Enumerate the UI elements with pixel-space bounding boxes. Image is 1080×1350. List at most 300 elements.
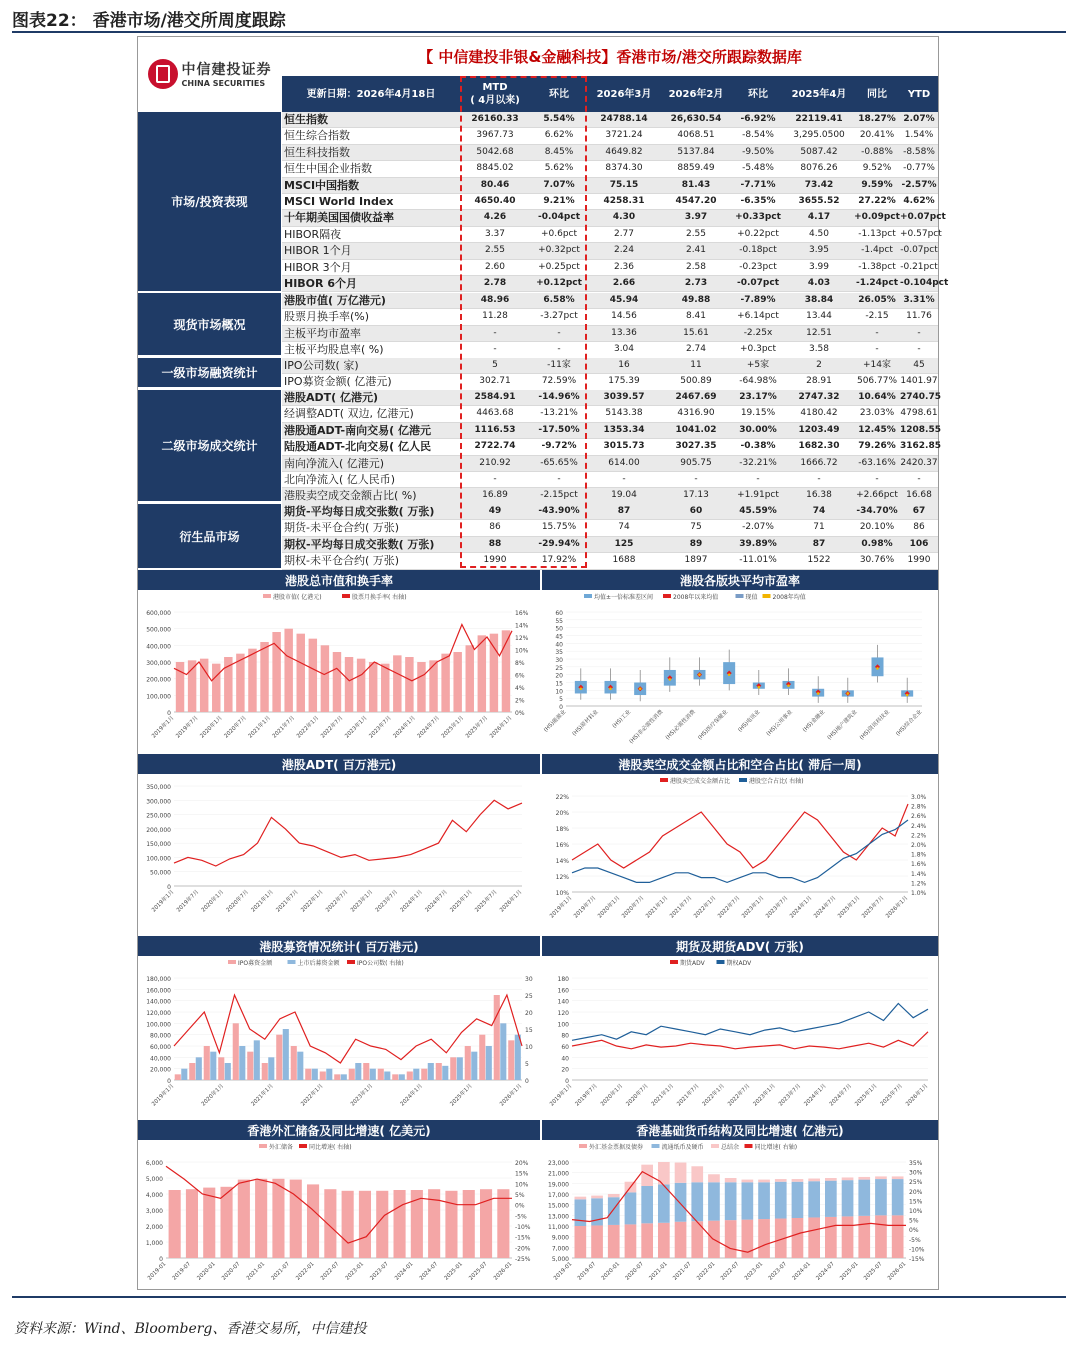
- cell-value: 5137.84: [677, 146, 715, 157]
- fx-reserve-bar: [463, 1190, 475, 1258]
- cell-value: -0.07pct: [900, 245, 938, 256]
- currency-bar: [825, 1181, 837, 1217]
- header-mtd-label: MTD: [482, 82, 508, 93]
- y-tick-label: 13,000: [548, 1213, 569, 1221]
- cell-value: 12.45%: [858, 424, 896, 435]
- x-tick-label: (HS)资讯科技业: [858, 709, 892, 742]
- x-tick-label: 2020年1月: [597, 895, 622, 920]
- y2-tick-label: 10%: [515, 647, 529, 655]
- ipo-bar: [233, 1023, 239, 1080]
- post-listing-bar: [355, 1063, 361, 1080]
- fund-bills-bar: [858, 1216, 870, 1258]
- post-listing-bar: [341, 1074, 347, 1080]
- cell-value: 2584.91: [474, 392, 516, 402]
- table-row: [282, 472, 938, 488]
- table-row: [282, 194, 938, 210]
- ipo-bar: [450, 1057, 456, 1080]
- currency-bar: [625, 1192, 637, 1224]
- cell-value: 106: [909, 538, 929, 549]
- y-tick-label: 25: [555, 664, 563, 672]
- x-tick-label: 2020-07: [624, 1261, 645, 1282]
- x-tick-label: 2019-07: [576, 1261, 598, 1282]
- cell-value: -64.98%: [739, 376, 777, 387]
- y-tick-label: 100,000: [146, 855, 171, 863]
- x-tick-label: 2026-01: [492, 1261, 514, 1282]
- y2-tick-label: 0%: [515, 1202, 525, 1210]
- cell-value: 30.76%: [859, 555, 895, 566]
- x-tick-label: (HS)综合企业: [895, 709, 924, 738]
- cell-value: 4.03: [807, 278, 831, 288]
- x-tick-label: 2023-07: [369, 1261, 390, 1282]
- y-tick-label: 200,000: [146, 826, 171, 834]
- header-update-date: 更新日期：2026年4月18日: [306, 88, 436, 100]
- y-tick-label: 9,000: [551, 1234, 569, 1242]
- x-tick-label: (HS)金融业: [801, 709, 827, 734]
- cell-value: 5: [492, 360, 498, 370]
- y-tick-label: 55: [555, 617, 563, 625]
- post-listing-bar: [515, 1035, 521, 1080]
- y-tick-label: 15,000: [548, 1202, 569, 1210]
- cell-value: 302.71: [479, 376, 511, 387]
- fx-reserve-bar: [186, 1189, 198, 1258]
- x-tick-label: 2022-07: [319, 1261, 341, 1282]
- table-row: [282, 276, 949, 292]
- x-tick-label: 2023年1月: [344, 715, 369, 740]
- cell-value: 89: [689, 538, 703, 549]
- table-row: [282, 504, 938, 520]
- y-tick-label: 4,000: [145, 1192, 163, 1199]
- chart-title-7: 香港外汇储备及同比增速( 亿美元): [138, 1120, 540, 1140]
- y2-tick-label: 16%: [515, 610, 529, 617]
- row-label: 主板平均股息率( %): [284, 343, 384, 357]
- x-tick-label: 2019年1月: [151, 1083, 176, 1108]
- y-tick-label: 5: [559, 696, 563, 704]
- x-tick-label: 2020-01: [600, 1261, 622, 1282]
- cell-value: -: [756, 474, 760, 484]
- cell-value: -6.35%: [740, 196, 776, 206]
- cell-value: +0.09pct: [854, 212, 900, 223]
- market-cap-bar: [309, 639, 317, 712]
- row-label: IPO募资金额( 亿港元): [284, 375, 392, 389]
- y2-tick-label: 1.2%: [911, 880, 927, 888]
- market-cap-bar: [236, 654, 244, 712]
- y-tick-label: 120,000: [146, 1010, 171, 1017]
- row-label: 陆股通ADT-北向交易( 亿人民: [284, 440, 431, 454]
- post-listing-bar: [486, 1046, 492, 1080]
- x-tick-label: 2024-07: [418, 1261, 440, 1282]
- x-tick-label: (HS)医疗保健业: [697, 709, 730, 742]
- x-tick-label: 2026-01: [886, 1261, 908, 1282]
- x-tick-label: 2023年1月: [752, 1083, 777, 1108]
- row-label: HIBOR 3个月: [284, 260, 352, 274]
- market-cap-bar: [212, 664, 220, 712]
- y2-tick-label: -15%: [515, 1234, 531, 1242]
- header-ytd: YTD: [907, 88, 931, 100]
- legend-label: 2008年以来均值: [673, 594, 719, 601]
- cell-value: 9.52%: [862, 163, 892, 174]
- fx-reserve-bar: [497, 1189, 509, 1258]
- cell-value: 9.59%: [861, 179, 893, 190]
- x-tick-label: 2026年1月: [489, 715, 514, 740]
- market-cap-bar: [200, 659, 208, 712]
- current-marker: [876, 667, 879, 670]
- x-tick-label: 2025-07: [468, 1261, 489, 1282]
- market-cap-bar: [381, 664, 389, 712]
- y-tick-label: 100,000: [146, 693, 171, 701]
- legend-swatch: [670, 960, 678, 964]
- fund-bills-bar: [725, 1220, 737, 1258]
- cell-value: 2.55: [484, 245, 506, 256]
- cell-value: 45.59%: [739, 506, 777, 516]
- post-listing-bar: [210, 1052, 216, 1080]
- legend-swatch: [579, 1144, 587, 1148]
- fund-bills-bar: [842, 1216, 854, 1258]
- y-tick-label: 0: [167, 710, 171, 717]
- cell-value: 5087.42: [800, 146, 838, 157]
- post-listing-bar: [471, 1052, 477, 1080]
- cell-value: -34.70%: [856, 506, 898, 516]
- header-yoy: 同比: [867, 88, 887, 100]
- row-label: 股票月换手率(%): [284, 310, 370, 324]
- x-tick-label: 2022年7月: [727, 1083, 752, 1108]
- ipo-bar: [247, 1052, 253, 1080]
- table-row: [282, 128, 938, 144]
- section-spot: 现货市场概况: [138, 293, 281, 355]
- x-tick-label: 2023-07: [767, 1261, 789, 1282]
- cell-value: 3655.52: [798, 196, 840, 206]
- legend-label: 现值: [745, 594, 758, 601]
- x-tick-label: 2024年1月: [399, 889, 424, 914]
- cell-value: 11.28: [482, 311, 508, 322]
- legend-label: 期权ADV: [726, 960, 752, 967]
- cell-value: -: [875, 344, 879, 355]
- x-tick-label: 2022年1月: [300, 1083, 325, 1108]
- row-label: 港股通ADT-南向交易( 亿港元: [284, 423, 431, 437]
- row-label: HIBOR 6个月: [284, 277, 357, 290]
- cell-value: 45: [913, 360, 925, 370]
- y-tick-label: 180: [557, 976, 569, 983]
- cell-value: 87: [812, 538, 826, 549]
- title-rule: [12, 31, 1066, 33]
- market-cap-bar: [466, 645, 474, 712]
- fx-reserve-bar: [445, 1191, 457, 1258]
- y2-tick-label: 0%: [515, 710, 525, 717]
- y2-tick-label: 3.0%: [911, 794, 927, 801]
- y-tick-label: 180,000: [146, 976, 171, 983]
- row-label: IPO公司数( 家): [284, 359, 359, 372]
- cell-value: -: [622, 474, 626, 484]
- ipo-bar: [465, 1046, 471, 1080]
- bottom-rule: [12, 1296, 1066, 1298]
- market-cap-bar: [284, 629, 292, 712]
- current-marker: [639, 687, 642, 690]
- legend-label: 外汇基金票据及债券: [589, 1144, 644, 1151]
- y2-tick-label: 2.4%: [911, 822, 927, 830]
- row-label: MSCI World Index: [284, 195, 394, 208]
- y2-tick-label: 10%: [909, 1208, 923, 1215]
- cell-value: +0.33pct: [735, 212, 781, 223]
- cell-value: 3.99: [808, 261, 830, 272]
- table-row: [282, 309, 938, 325]
- legend-swatch: [263, 594, 271, 598]
- cell-value: 22119.41: [795, 114, 843, 124]
- cell-value: 4463.68: [476, 408, 514, 419]
- cell-value: -13.21%: [540, 408, 578, 419]
- legend-label: 股票月换手率( 右轴): [352, 594, 407, 601]
- cell-value: -2.15pct: [540, 490, 578, 501]
- x-tick-label: 2026年1月: [499, 1083, 524, 1108]
- cell-value: 2.66: [612, 278, 636, 288]
- balance-bar: [575, 1197, 587, 1200]
- currency-bar: [742, 1182, 754, 1219]
- y-tick-label: 200,000: [146, 676, 171, 684]
- cell-value: 74: [812, 506, 826, 516]
- table-row: [282, 406, 938, 422]
- x-tick-label: 2024-01: [394, 1261, 415, 1282]
- x-tick-label: 2021年1月: [247, 715, 272, 740]
- y-tick-label: 150,000: [146, 841, 171, 849]
- cell-value: -: [493, 474, 497, 484]
- cell-value: +0.25pct: [538, 261, 580, 272]
- current-marker: [669, 678, 672, 681]
- x-tick-label: 2019年7月: [573, 895, 598, 920]
- y-tick-label: 60: [555, 610, 563, 617]
- y2-tick-label: 20: [525, 1010, 533, 1017]
- chart-title-8: 香港基础货币结构及同比增速( 亿港元): [542, 1120, 938, 1140]
- fx-reserve-bar: [255, 1179, 267, 1258]
- chart-title-5: 港股募资情况统计( 百万港元): [138, 936, 540, 956]
- ipo-bar: [262, 1063, 268, 1080]
- x-tick-label: 2021年1月: [250, 889, 275, 914]
- table-row: [282, 520, 938, 536]
- ipo-bar: [378, 1069, 384, 1080]
- balance-bar: [742, 1180, 754, 1183]
- currency-bar: [758, 1182, 770, 1219]
- chart-3-svg: [138, 774, 540, 934]
- market-cap-bar: [441, 654, 449, 712]
- legend-label: 外汇储备: [269, 1144, 294, 1151]
- cell-value: -2.07%: [742, 522, 774, 533]
- cell-value: 2722.74: [474, 441, 516, 452]
- current-marker: [609, 687, 612, 690]
- chart-title-4: 港股卖空成交金额占比和空合占比( 滞后一周): [542, 754, 938, 774]
- legend-swatch: [584, 594, 592, 598]
- x-tick-label: 2025年7月: [474, 889, 499, 914]
- y-tick-label: 19,000: [548, 1181, 569, 1189]
- y2-tick-label: -20%: [515, 1245, 531, 1253]
- cell-value: -11家: [547, 360, 571, 370]
- y2-tick-label: 1.6%: [911, 861, 927, 869]
- legend-label: 同比增速( 右轴): [309, 1144, 352, 1151]
- table-row: [282, 423, 941, 439]
- market-cap-bar: [297, 634, 305, 712]
- cell-value: 16.89: [482, 490, 508, 501]
- cell-value: 1203.49: [798, 424, 840, 435]
- chart-8-svg: [542, 1140, 938, 1290]
- y-tick-label: 6,000: [145, 1160, 163, 1167]
- y2-tick-label: 6%: [515, 672, 525, 680]
- cell-value: 23.03%: [859, 408, 895, 419]
- balance-bar: [591, 1196, 603, 1199]
- y2-tick-label: 35%: [909, 1160, 923, 1167]
- y-tick-label: 35: [555, 649, 563, 657]
- currency-bar: [641, 1186, 653, 1223]
- legend-swatch: [739, 778, 747, 782]
- cell-value: 88: [488, 538, 502, 549]
- market-cap-bar: [333, 652, 341, 712]
- x-tick-label: 2022-01: [295, 1261, 316, 1282]
- cell-value: 4180.42: [800, 408, 838, 419]
- fx-reserve-bar: [393, 1190, 405, 1258]
- ipo-bar: [508, 1040, 514, 1080]
- y2-tick-label: 25%: [909, 1179, 923, 1187]
- currency-bar: [675, 1183, 687, 1222]
- fund-bills-bar: [825, 1217, 837, 1258]
- cell-value: -: [875, 327, 879, 338]
- header-mtd: [460, 76, 530, 112]
- table-header: [282, 76, 938, 112]
- currency-bar: [708, 1182, 720, 1220]
- x-tick-label: 2022-07: [719, 1261, 741, 1282]
- x-tick-label: 2020年7月: [223, 715, 248, 740]
- x-tick-label: 2021年1月: [250, 1083, 275, 1108]
- currency-bar: [575, 1199, 587, 1226]
- logo: [138, 37, 281, 110]
- row-label: HIBOR隔夜: [284, 227, 342, 241]
- y-tick-label: 20%: [555, 810, 569, 817]
- row-label: 期货-未平仓合约( 万张): [284, 521, 400, 535]
- y-tick-label: 21,000: [548, 1170, 569, 1178]
- ipo-bar: [218, 1057, 224, 1080]
- x-tick-label: 2023年7月: [765, 895, 790, 920]
- cell-value: -1.24pct: [855, 278, 899, 288]
- table-row: [282, 358, 938, 374]
- y-tick-label: 50: [555, 625, 563, 633]
- chart-title-3: 港股ADT( 百万港元): [138, 754, 540, 774]
- cell-value: 80.46: [480, 179, 510, 190]
- y-tick-label: 2,000: [145, 1224, 163, 1231]
- fund-bills-bar: [625, 1224, 637, 1258]
- currency-bar: [842, 1180, 854, 1216]
- header-mom: 环比: [549, 88, 569, 100]
- cell-value: 3015.73: [603, 441, 645, 452]
- y2-tick-label: 2.2%: [911, 832, 927, 840]
- legend-swatch: [652, 1144, 660, 1148]
- cell-value: 4.50: [808, 228, 830, 239]
- post-listing-bar: [428, 1063, 434, 1080]
- cell-value: 71: [813, 522, 825, 533]
- x-tick-label: 2025年1月: [837, 895, 862, 920]
- cell-value: 3.31%: [903, 295, 935, 305]
- cell-value: -1.13pct: [858, 228, 896, 239]
- legend-label: 总结余: [721, 1144, 740, 1151]
- cell-value: 2.60: [484, 261, 506, 272]
- row-label: 港股市值( 万亿港元): [284, 294, 386, 307]
- cell-value: 20.10%: [859, 522, 895, 533]
- cell-value: 5.62%: [544, 163, 574, 174]
- y2-tick-label: 2.0%: [911, 842, 927, 849]
- legend-swatch: [736, 594, 744, 598]
- currency-bar: [875, 1179, 887, 1215]
- market-cap-bar: [478, 635, 486, 712]
- y-tick-label: 160,000: [146, 987, 171, 995]
- section-primary: 一级市场融资统计: [138, 358, 281, 387]
- x-tick-label: 2019-01: [552, 1261, 574, 1282]
- balance-bar: [842, 1177, 854, 1180]
- x-tick-label: 2019年1月: [151, 715, 176, 740]
- ipo-bar: [421, 1069, 427, 1080]
- cell-value: -5.48%: [742, 163, 774, 174]
- cell-value: -0.38%: [740, 441, 776, 452]
- table-row: [282, 210, 946, 226]
- cell-value: -8.54%: [742, 130, 774, 141]
- cell-value: +5家: [746, 360, 770, 370]
- cell-value: 2.41: [685, 245, 707, 256]
- x-tick-label: 2022年1月: [701, 1083, 726, 1108]
- x-tick-label: 2024-01: [791, 1261, 812, 1282]
- fx-reserve-bar: [272, 1179, 284, 1258]
- y2-tick-label: 14%: [515, 622, 529, 630]
- post-listing-bar: [399, 1074, 405, 1080]
- cell-value: 2: [816, 360, 822, 370]
- y-tick-label: 30: [555, 657, 563, 664]
- cell-value: 4258.31: [603, 196, 645, 206]
- y2-tick-label: -5%: [515, 1213, 527, 1221]
- cell-value: -14.96%: [538, 392, 580, 402]
- x-tick-label: 2020年1月: [200, 889, 226, 914]
- market-cap-bar: [248, 649, 256, 712]
- y2-tick-label: 0: [525, 1078, 529, 1085]
- x-tick-label: 2024年7月: [424, 889, 449, 914]
- cell-value: 3,295.0500: [793, 130, 845, 141]
- y2-tick-label: 5%: [909, 1217, 919, 1225]
- cell-value: -: [694, 474, 698, 484]
- y2-tick-label: 0%: [909, 1227, 919, 1235]
- y-tick-label: 3,000: [145, 1208, 163, 1215]
- cell-value: -: [493, 344, 497, 355]
- cell-value: 506.77%: [856, 376, 898, 387]
- currency-bar: [691, 1182, 703, 1221]
- y-tick-label: 300,000: [146, 660, 171, 667]
- base-money-yoy-line: [572, 1172, 906, 1253]
- balance-bar: [691, 1166, 703, 1182]
- cell-value: -11.01%: [739, 555, 777, 566]
- cell-value: 4.26: [483, 212, 507, 223]
- cell-value: 3.95: [808, 245, 830, 256]
- balance-bar: [792, 1179, 804, 1182]
- cell-value: 2.24: [613, 245, 635, 256]
- y2-tick-label: 10: [525, 1044, 533, 1051]
- y2-tick-label: 1.8%: [911, 851, 927, 859]
- x-tick-label: 2019-07: [171, 1261, 193, 1282]
- legend-swatch: [717, 960, 725, 964]
- cell-value: 5042.68: [476, 146, 514, 157]
- post-listing-bar: [181, 1069, 187, 1080]
- post-listing-bar: [196, 1057, 202, 1080]
- fund-bills-bar: [875, 1215, 887, 1258]
- header-mtd-sub: ( 4月以来): [470, 95, 520, 106]
- x-tick-label: 2023年1月: [741, 895, 766, 920]
- cell-value: 9.21%: [543, 196, 575, 206]
- market-cap-bar: [453, 652, 461, 712]
- y-tick-label: 5,000: [145, 1176, 163, 1183]
- cell-value: 15.61: [683, 327, 709, 338]
- cell-value: -0.04pct: [537, 212, 581, 223]
- post-listing-bar: [442, 1066, 448, 1080]
- cell-value: -2.57%: [901, 179, 937, 190]
- cell-value: 3.04: [613, 344, 635, 355]
- cell-value: +0.12pct: [536, 278, 582, 288]
